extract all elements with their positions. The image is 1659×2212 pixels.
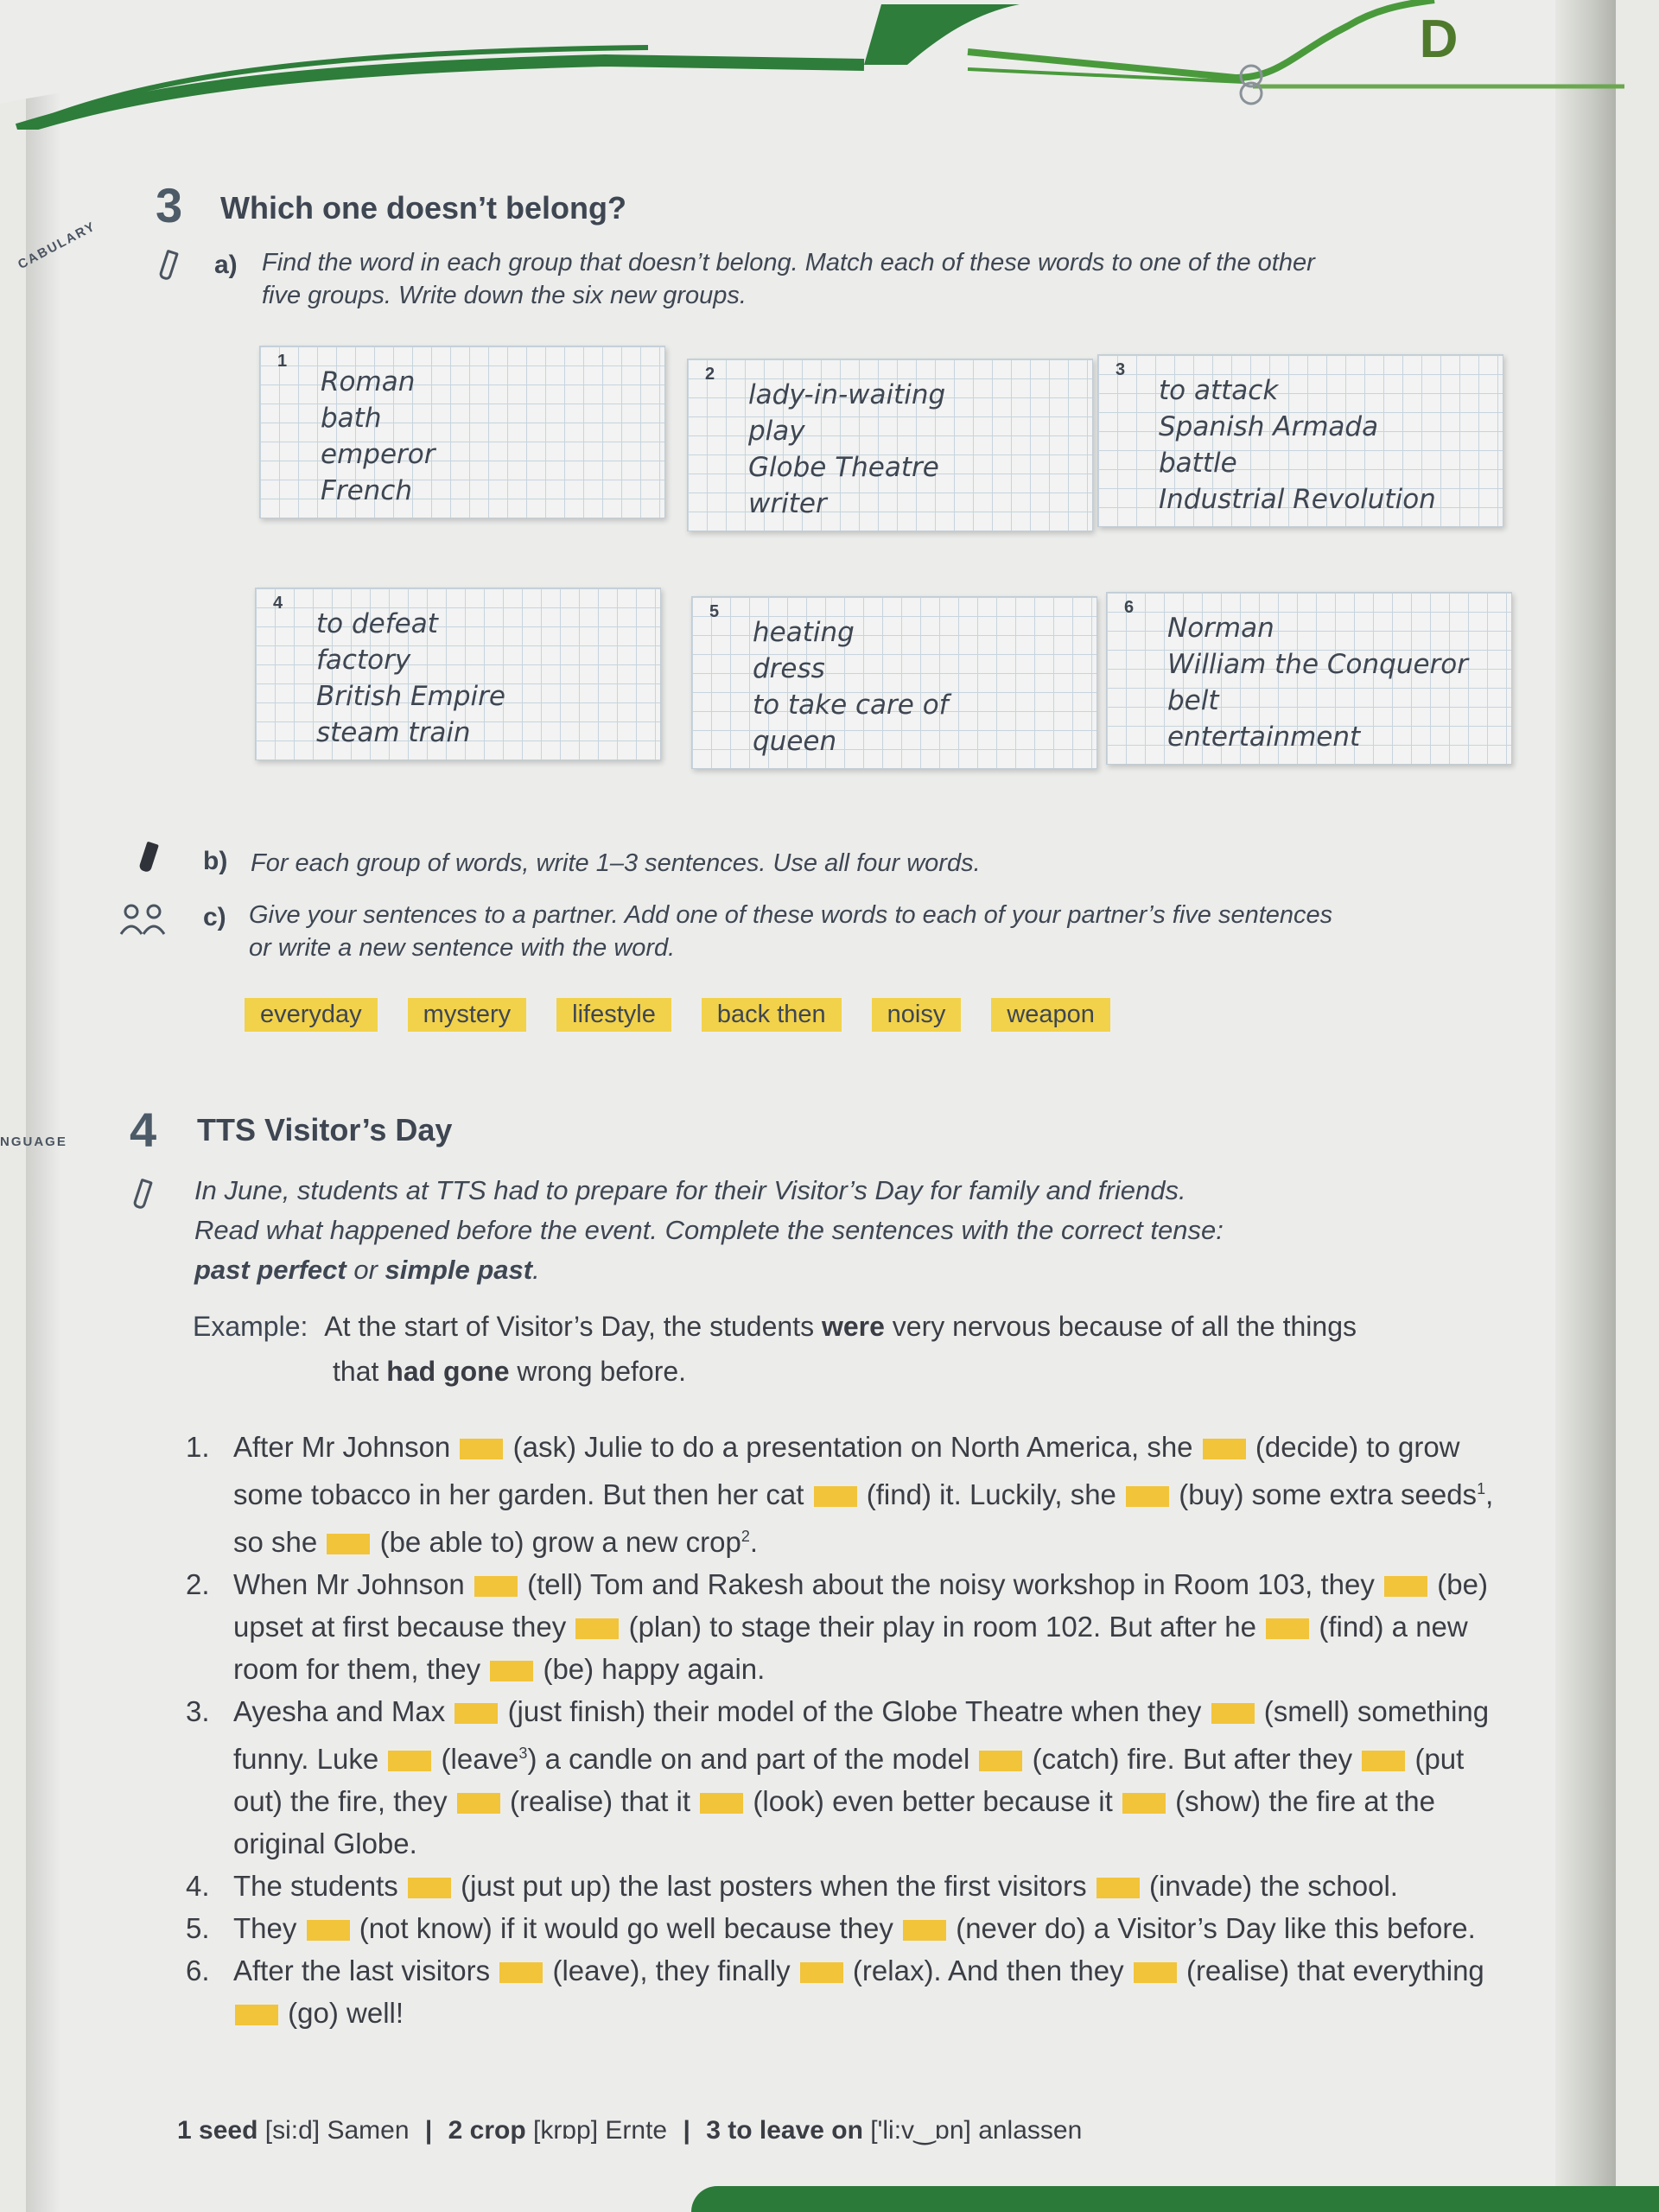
group-word: emperor bbox=[321, 439, 435, 470]
tense-simple-past: simple past bbox=[385, 1255, 533, 1285]
group-word: heating bbox=[753, 617, 855, 648]
answer-gap[interactable] bbox=[1362, 1751, 1405, 1771]
answer-gap[interactable] bbox=[1384, 1576, 1427, 1597]
answer-gap[interactable] bbox=[327, 1534, 370, 1554]
part-b-letter: b) bbox=[203, 847, 228, 875]
group-word: Spanish Armada bbox=[1159, 411, 1379, 442]
answer-gap[interactable] bbox=[454, 1703, 498, 1724]
word-group-card bbox=[691, 596, 1097, 769]
answer-gap[interactable] bbox=[1211, 1703, 1255, 1724]
group-word: belt bbox=[1167, 685, 1219, 716]
item-text: (just put up) the last posters when the first visitors bbox=[461, 1870, 1087, 1902]
item-text: (not know) if it would go well because they bbox=[359, 1912, 893, 1944]
footnote-translation: anlassen bbox=[978, 2116, 1083, 2145]
part-a-line-2: five groups. Write down the six new groups. bbox=[262, 282, 747, 309]
answer-gap[interactable] bbox=[474, 1576, 518, 1597]
word-chip: everyday bbox=[245, 998, 378, 1032]
tense-past-perfect: past perfect bbox=[194, 1255, 346, 1285]
item-text: (realise) that it bbox=[509, 1785, 691, 1817]
item-text: (never do) a Visitor’s Day like this before. bbox=[956, 1912, 1476, 1944]
part-c-letter: c) bbox=[203, 903, 226, 931]
group-word: British Empire bbox=[316, 681, 505, 712]
example-answer: were bbox=[821, 1311, 885, 1342]
answer-gap[interactable] bbox=[1126, 1486, 1169, 1507]
group-number: 5 bbox=[709, 602, 720, 621]
group-word: lady-in-waiting bbox=[748, 379, 946, 410]
exercise-4-intro bbox=[194, 1171, 1508, 1290]
answer-gap[interactable] bbox=[1266, 1618, 1309, 1639]
word-chip: lifestyle bbox=[556, 998, 671, 1032]
item-text: (show) the fire at the original Globe. bbox=[233, 1785, 1435, 1859]
answer-gap[interactable] bbox=[1134, 1962, 1177, 1983]
item-text: When Mr Johnson bbox=[233, 1568, 465, 1600]
answer-gap[interactable] bbox=[490, 1661, 533, 1681]
answer-gap[interactable] bbox=[460, 1439, 503, 1459]
group-word: French bbox=[321, 475, 412, 506]
answer-gap[interactable] bbox=[979, 1751, 1022, 1771]
intro-line-3 bbox=[194, 1250, 1508, 1290]
group-word: play bbox=[748, 416, 805, 447]
item-text: , so she bbox=[233, 1478, 1494, 1558]
group-number: 4 bbox=[273, 594, 283, 613]
example-answer: had gone bbox=[386, 1356, 510, 1387]
item-number: 5. bbox=[186, 1912, 210, 1944]
or-text: or bbox=[346, 1255, 385, 1285]
group-word: Industrial Revolution bbox=[1159, 484, 1436, 515]
vocabulary-side-label: CABULARY bbox=[16, 219, 99, 273]
part-b-instruction: For each group of words, write 1–3 sentences. Use all four words. bbox=[251, 849, 981, 877]
group-word: bath bbox=[321, 403, 382, 434]
item-text: (find) a new room for them, they bbox=[233, 1611, 1468, 1685]
answer-gap[interactable] bbox=[1203, 1439, 1246, 1459]
group-word: William the Conqueror bbox=[1167, 649, 1468, 680]
item-text: After the last visitors bbox=[233, 1955, 491, 1986]
exercise-4-number: 4 bbox=[130, 1103, 157, 1157]
list-item bbox=[173, 1690, 1521, 1865]
word-chip: noisy bbox=[872, 998, 962, 1032]
item-text: (relax). And then they bbox=[852, 1955, 1124, 1986]
answer-gap[interactable] bbox=[457, 1793, 500, 1814]
answer-gap[interactable] bbox=[903, 1920, 946, 1941]
footnote-word: seed bbox=[199, 2116, 258, 2145]
word-chip: back then bbox=[702, 998, 842, 1032]
item-text: (be) upset at first because they bbox=[233, 1568, 1488, 1643]
answer-gap[interactable] bbox=[814, 1486, 857, 1507]
answer-gap[interactable] bbox=[235, 2005, 278, 2025]
footnote-translation: Ernte bbox=[605, 2116, 668, 2145]
footnote-ref: 3 bbox=[518, 1745, 528, 1762]
answer-gap[interactable] bbox=[800, 1962, 843, 1983]
example-text: At the start of Visitor’s Day, the students bbox=[324, 1311, 822, 1342]
group-word: Globe Theatre bbox=[748, 452, 939, 483]
word-chip: weapon bbox=[991, 998, 1110, 1032]
example-text: very nervous because of all the things bbox=[884, 1311, 1357, 1342]
item-number: 2. bbox=[186, 1568, 210, 1600]
item-text: (look) even better because it bbox=[753, 1785, 1113, 1817]
intro-line-2: Read what happened before the event. Complete the sentences with the correct tense: bbox=[194, 1215, 1224, 1245]
item-text: (be) happy again. bbox=[543, 1653, 766, 1685]
part-a-letter: a) bbox=[214, 251, 238, 279]
example-line-2 bbox=[333, 1350, 686, 1393]
answer-gap[interactable] bbox=[1122, 1793, 1166, 1814]
word-chips bbox=[245, 998, 1110, 1032]
item-text: . bbox=[749, 1526, 758, 1558]
group-number: 1 bbox=[277, 352, 288, 371]
item-text: (ask) Julie to do a presentation on North America, she bbox=[512, 1431, 1193, 1463]
page-spine-shadow bbox=[26, 0, 60, 2212]
footnote-ipa: [krɒp] bbox=[533, 2116, 599, 2145]
footnote-separator: | bbox=[683, 2116, 690, 2145]
bottom-green-band bbox=[691, 2186, 1659, 2212]
footnote-word: crop bbox=[469, 2116, 526, 2145]
footnote-ipa: ['li:v‿ɒn] bbox=[870, 2116, 971, 2145]
group-word: battle bbox=[1159, 448, 1237, 479]
intro-line-1: In June, students at TTS had to prepare for their Visitor’s Day for family and friends. bbox=[194, 1175, 1186, 1205]
item-text: (go) well! bbox=[288, 1997, 404, 2029]
group-words bbox=[748, 377, 945, 522]
item-text: (put out) the fire, they bbox=[233, 1743, 1465, 1817]
list-item bbox=[173, 1949, 1521, 2034]
group-words bbox=[1167, 610, 1468, 755]
list-item bbox=[173, 1907, 1521, 1949]
item-text: (leave bbox=[441, 1743, 519, 1775]
item-text: (plan) to stage their play in room 102. But after he bbox=[628, 1611, 1256, 1643]
language-side-label: NGUAGE bbox=[0, 1135, 67, 1149]
group-number: 2 bbox=[705, 365, 715, 384]
example-label: Example: bbox=[193, 1311, 308, 1342]
footnote-ref: 1 bbox=[1477, 1480, 1486, 1497]
footnote-number: 1 bbox=[177, 2116, 192, 2145]
group-words bbox=[321, 364, 435, 509]
item-text: They bbox=[233, 1912, 297, 1944]
answer-gap[interactable] bbox=[700, 1793, 743, 1814]
group-word: steam train bbox=[316, 717, 471, 748]
partner-icon bbox=[118, 903, 169, 938]
footnote-translation: Samen bbox=[327, 2116, 410, 2145]
part-a-instruction bbox=[262, 246, 1489, 312]
list-item bbox=[173, 1426, 1521, 1563]
item-text: (leave), they finally bbox=[552, 1955, 791, 1986]
footnote-separator: | bbox=[424, 2116, 433, 2145]
group-word: to take care of bbox=[753, 690, 949, 721]
exercise-3-number: 3 bbox=[156, 178, 183, 232]
exercise-4-items bbox=[173, 1426, 1521, 2034]
part-a-line-1: Find the word in each group that doesn’t belong. Match each of these words to one of the other bbox=[262, 249, 1315, 276]
word-group-card bbox=[687, 359, 1093, 531]
item-text: ) a candle on and part of the model bbox=[527, 1743, 970, 1775]
exercise-3-title: Which one doesn’t belong? bbox=[220, 190, 626, 226]
answer-gap[interactable] bbox=[307, 1920, 350, 1941]
footnotes bbox=[177, 2115, 1082, 2145]
item-number: 6. bbox=[186, 1955, 210, 1986]
list-item bbox=[173, 1563, 1521, 1690]
group-word: writer bbox=[748, 488, 827, 519]
item-text: (find) it. Luckily, she bbox=[866, 1478, 1116, 1510]
answer-gap[interactable] bbox=[499, 1962, 543, 1983]
example-text: wrong before. bbox=[509, 1356, 687, 1387]
example-line-1 bbox=[193, 1305, 1357, 1348]
item-text: (buy) some extra seeds bbox=[1179, 1478, 1478, 1510]
answer-gap[interactable] bbox=[388, 1751, 431, 1771]
group-word: Roman bbox=[321, 366, 416, 397]
word-group-card bbox=[255, 588, 661, 760]
part-c-instruction bbox=[249, 899, 1519, 964]
group-word: queen bbox=[753, 726, 837, 757]
group-word: to attack bbox=[1159, 375, 1279, 406]
part-c-line-2: or write a new sentence with the word. bbox=[249, 934, 676, 962]
word-group-card bbox=[1097, 354, 1503, 527]
list-item bbox=[173, 1865, 1521, 1907]
item-text: (invade) the school. bbox=[1148, 1870, 1398, 1902]
group-word: dress bbox=[753, 653, 825, 684]
exercise-4-title: TTS Visitor’s Day bbox=[197, 1112, 453, 1147]
item-number: 4. bbox=[186, 1870, 210, 1902]
item-text: After Mr Johnson bbox=[233, 1431, 451, 1463]
part-c-line-1: Give your sentences to a partner. Add one of these words to each of your partner’s five sentences bbox=[249, 901, 1333, 929]
item-text: (realise) that everything bbox=[1185, 1955, 1484, 1986]
item-text: The students bbox=[233, 1870, 398, 1902]
group-words bbox=[316, 606, 505, 751]
footnote-ipa: [si:d] bbox=[264, 2116, 321, 2145]
answer-gap[interactable] bbox=[408, 1878, 451, 1898]
group-word: Norman bbox=[1167, 613, 1274, 644]
answer-gap[interactable] bbox=[575, 1618, 619, 1639]
group-words bbox=[1159, 372, 1436, 518]
item-text: (tell) Tom and Rakesh about the noisy workshop in Room 103, they bbox=[527, 1568, 1375, 1600]
group-word: to defeat bbox=[316, 608, 438, 639]
word-group-card bbox=[1106, 592, 1512, 765]
unit-letter: D bbox=[1419, 10, 1459, 69]
footnote-number: 2 bbox=[448, 2116, 463, 2145]
item-text: (be able to) grow a new crop bbox=[379, 1526, 741, 1558]
item-text: (smell) something funny. Luke bbox=[233, 1695, 1490, 1775]
example-text: that bbox=[333, 1356, 387, 1387]
footnote-word: to leave on bbox=[728, 2116, 863, 2145]
item-text: (decide) to grow some tobacco in her garden. But then her cat bbox=[233, 1431, 1460, 1510]
period: . bbox=[532, 1255, 540, 1285]
word-chip: mystery bbox=[408, 998, 527, 1032]
page-edges bbox=[1555, 0, 1616, 2212]
answer-gap[interactable] bbox=[1096, 1878, 1140, 1898]
item-number: 3. bbox=[186, 1695, 210, 1727]
group-number: 3 bbox=[1116, 360, 1126, 379]
item-number: 1. bbox=[186, 1431, 210, 1463]
group-words bbox=[753, 614, 949, 760]
footnote-number: 3 bbox=[706, 2116, 721, 2145]
footnote-ref: 2 bbox=[741, 1528, 750, 1545]
word-group-card bbox=[259, 346, 665, 518]
item-text: (catch) fire. But after they bbox=[1032, 1743, 1353, 1775]
group-word: entertainment bbox=[1167, 721, 1361, 753]
item-text: (just finish) their model of the Globe Theatre when they bbox=[507, 1695, 1202, 1727]
group-number: 6 bbox=[1124, 598, 1135, 617]
item-text: Ayesha and Max bbox=[233, 1695, 446, 1727]
group-word: factory bbox=[316, 645, 411, 676]
